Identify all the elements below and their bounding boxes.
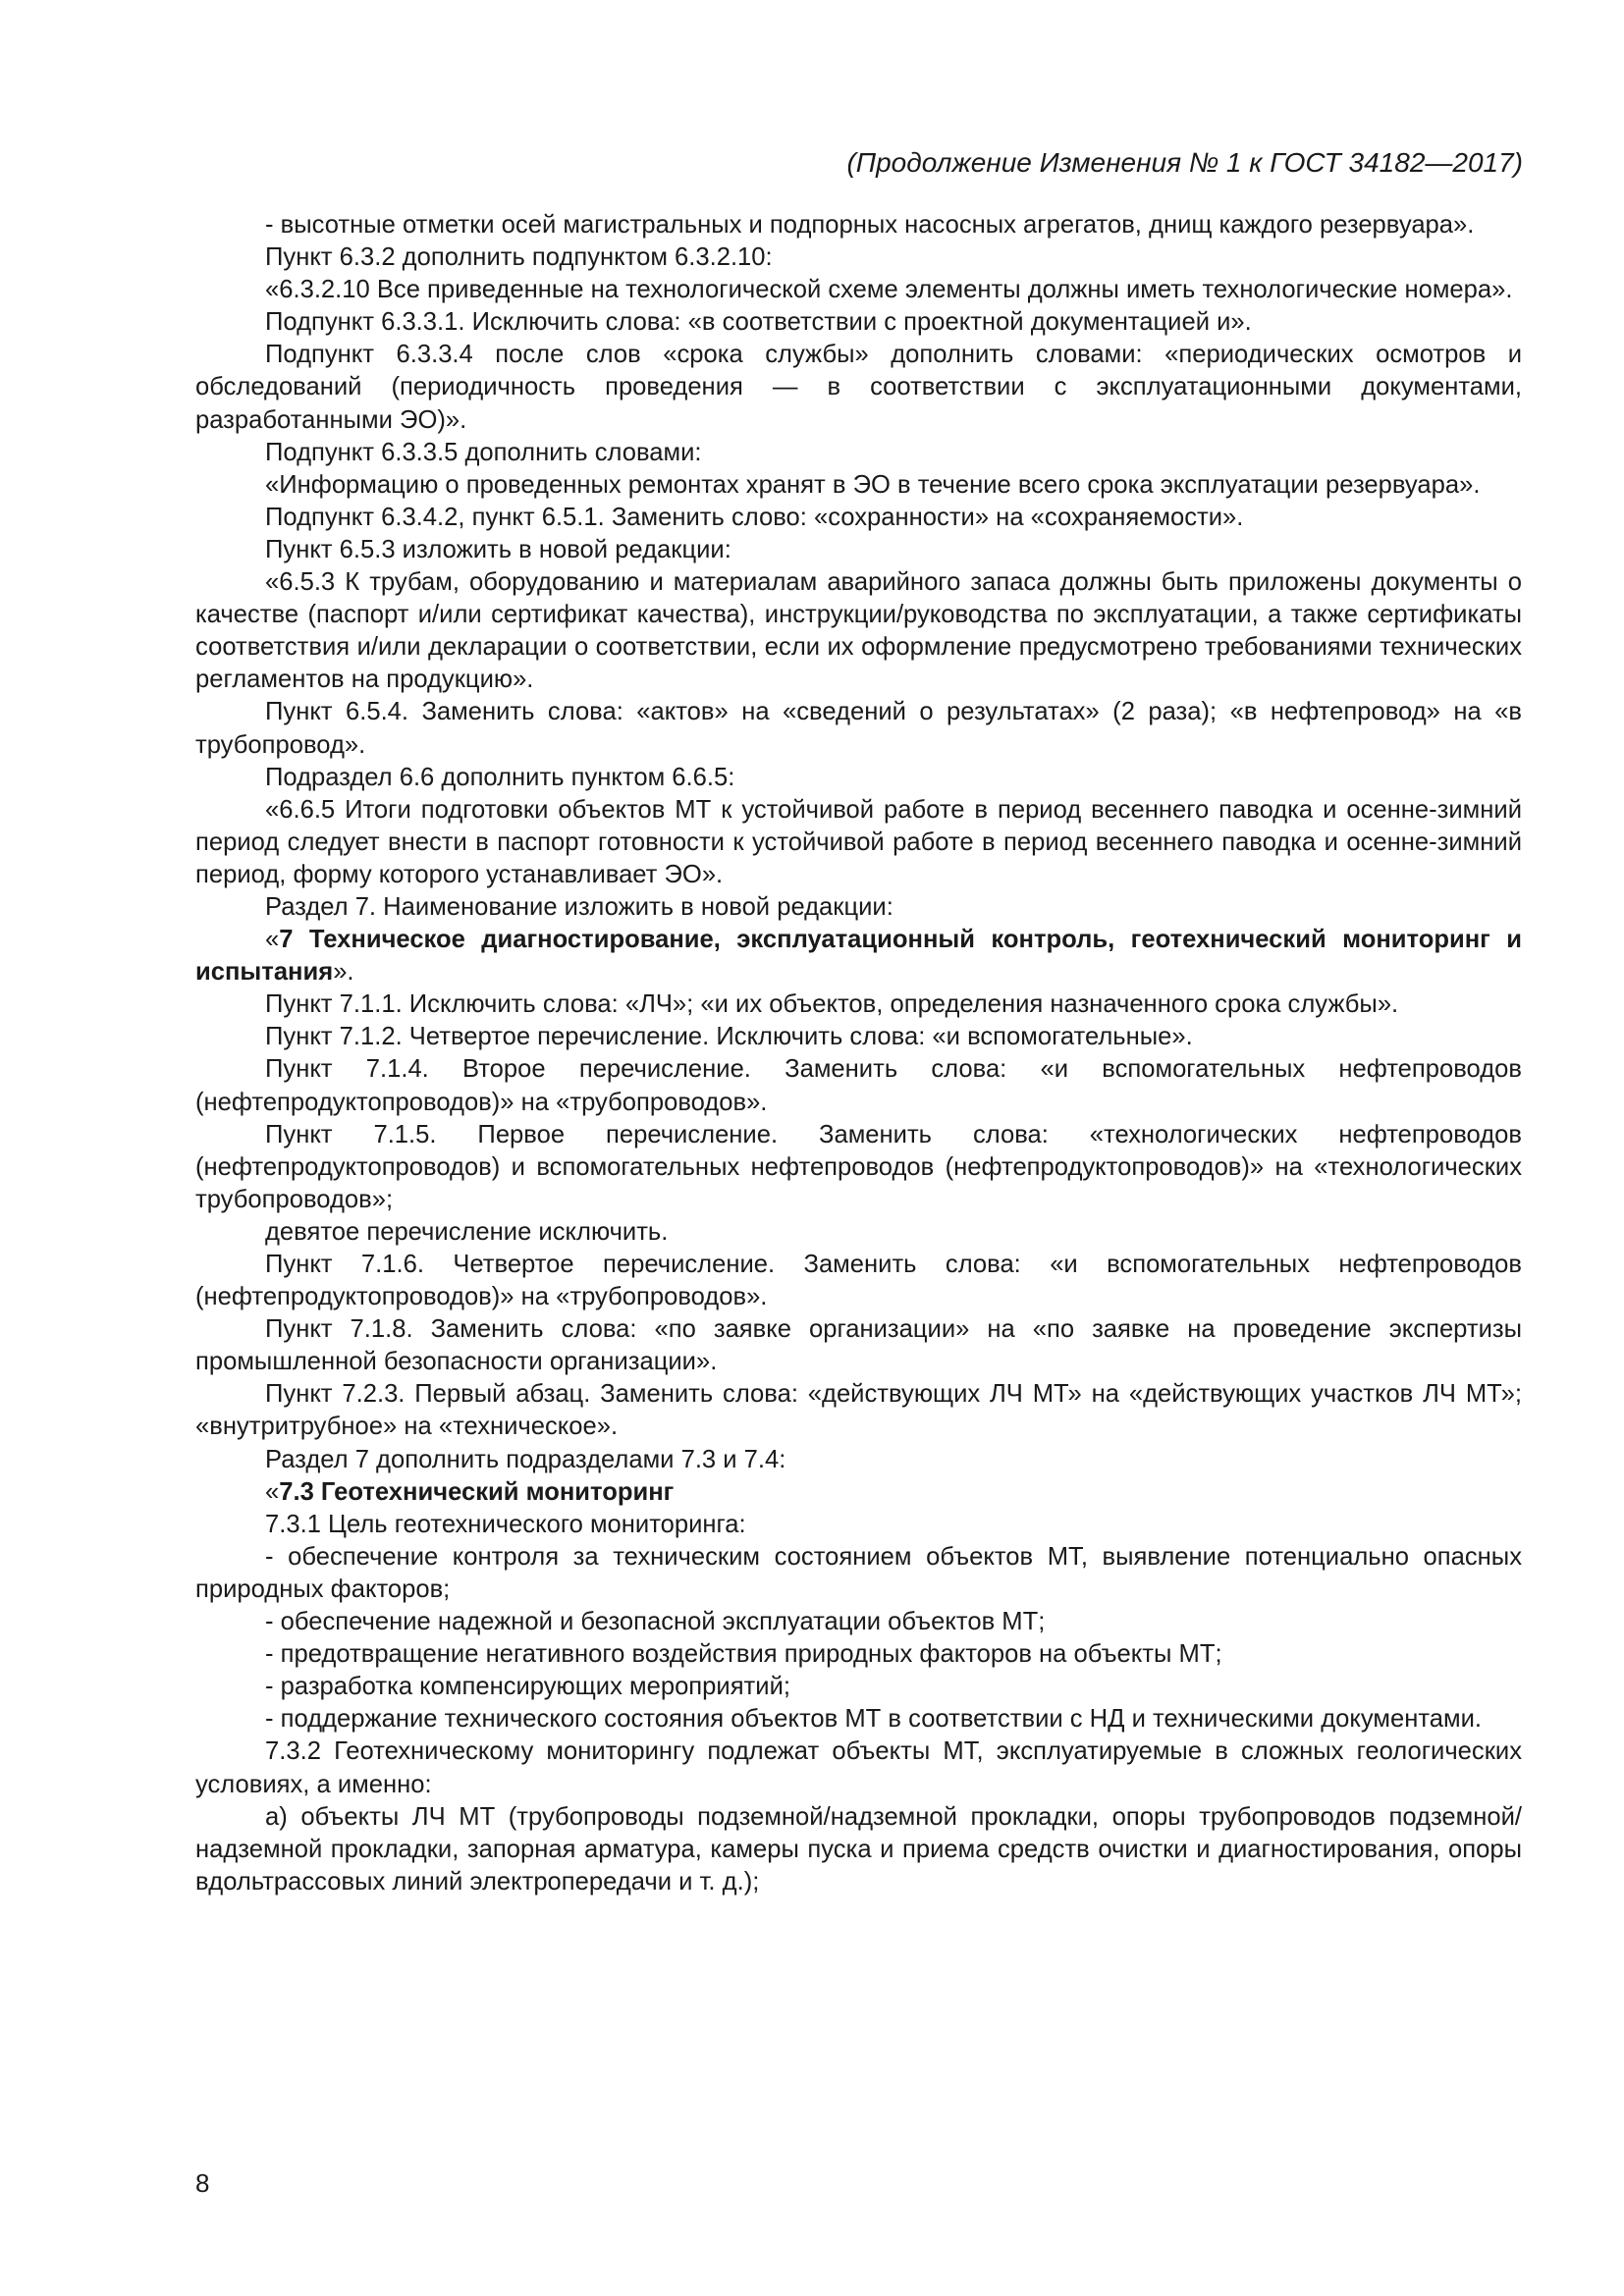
paragraph: Пункт 6.5.3 изложить в новой редакции:: [265, 535, 731, 563]
paragraph: Пункт 7.2.3. Первый абзац. Заменить слова: «действующих ЛЧ МТ» на «действующих участков ЛЧ МТ»; «внутритрубное» на «техническое».: [195, 1380, 1522, 1441]
section-7-title-bold: 7 Техническое диагностирование, эксплуатационный контроль, геотехнический мониторинг и испытания: [195, 926, 1522, 987]
paragraph: Подраздел 6.6 дополнить пунктом 6.6.5:: [265, 763, 735, 791]
paragraph: «6.3.2.10 Все приведенные на технологической схеме элементы должны иметь технологические номера».: [265, 276, 1513, 304]
open-quote: «: [265, 926, 280, 954]
list-item: а) объекты ЛЧ МТ (трубопроводы подземной/надземной прокладки, опоры трубопроводов подземной/надземной прокладки, запорная арматура, камеры пуска и приема средств очистки и диагностирования, опоры вдольтрассовых линий электропередачи и т. д.);: [195, 1802, 1522, 1896]
paragraph: Пункт 7.1.5. Первое перечисление. Заменить слова: «технологических нефтепроводов (нефтепродуктопроводов) и вспомогательных нефтепроводов (нефтепродуктопроводов)» на «технологических трубопроводов»;: [195, 1120, 1522, 1213]
list-item: - обеспечение контроля за техническим состоянием объектов МТ, выявление потенциально опасных природных факторов;: [195, 1542, 1522, 1603]
paragraph: Раздел 7 дополнить подразделами 7.3 и 7.4:: [265, 1445, 786, 1473]
paragraph: 7.3.2 Геотехническому мониторингу подлежат объекты МТ, эксплуатируемые в сложных геологических условиях, а именно:: [195, 1737, 1522, 1798]
document-body: [195, 209, 1522, 1898]
paragraph: «6.5.3 К трубам, оборудованию и материалам аварийного запаса должны быть приложены документы о качестве (паспорт и/или сертификат качества), инструкции/руководства по эксплуатации, а также сертификаты соответствия и/или декларации о соответствии, если их оформление предусмотрено требованиями технических регламентов на продукцию».: [195, 568, 1522, 694]
paragraph: Пункт 6.5.4. Заменить слова: «актов» на «сведений о результатах» (2 раза); «в нефтепровод» на «в трубопровод».: [195, 698, 1522, 759]
list-item: - поддержание технического состояния объектов МТ в соответствии с НД и техническими документами.: [265, 1705, 1483, 1734]
paragraph: Раздел 7. Наименование изложить в новой редакции:: [265, 892, 893, 921]
list-item: - предотвращение негативного воздействия природных факторов на объекты МТ;: [265, 1640, 1222, 1669]
list-item: - обеспечение надежной и безопасной эксплуатации объектов МТ;: [265, 1608, 1046, 1636]
paragraph: Подпункт 6.3.3.5 дополнить словами:: [265, 438, 702, 466]
paragraph: Подпункт 6.3.3.4 после слов «срока службы» дополнить словами: «периодических осмотров и обследований (периодичность проведения — в соответствии с эксплуатационными документами, разработанными ЭО)».: [195, 341, 1522, 434]
paragraph: Пункт 7.1.2. Четвертое перечисление. Исключить слова: «и вспомогательные».: [265, 1023, 1193, 1051]
paragraph: - высотные отметки осей магистральных и подпорных насосных агрегатов, днищ каждого резервуара».: [265, 211, 1475, 239]
running-header: (Продолжение Изменения № 1 к ГОСТ 34182—2017): [846, 147, 1523, 178]
paragraph: Подпункт 6.3.3.1. Исключить слова: «в соответствии с проектной документацией и».: [265, 308, 1252, 337]
paragraph: Подпункт 6.3.4.2, пункт 6.5.1. Заменить слово: «сохранности» на «сохраняемости».: [265, 503, 1244, 531]
paragraph: Пункт 7.1.1. Исключить слова: «ЛЧ»; «и их объектов, определения назначенного срока службы».: [265, 990, 1399, 1019]
paragraph: «6.6.5 Итоги подготовки объектов МТ к устойчивой работе в период весеннего паводка и осенне-зимний период следует внести в паспорт готовности к устойчивой работе в период весеннего паводка и осенне-зимний период, форму которого устанавливает ЭО».: [195, 795, 1522, 888]
section-7-title: [195, 924, 1522, 988]
paragraph: Пункт 6.3.2 дополнить подпунктом 6.3.2.10:: [265, 243, 773, 272]
paragraph: девятое перечисление исключить.: [265, 1217, 669, 1246]
subsection-7-3-title: [195, 1476, 1522, 1509]
paragraph: 7.3.1 Цель геотехнического мониторинга:: [265, 1510, 746, 1538]
page-number: 8: [195, 2168, 210, 2198]
subsection-7-3-title-bold: 7.3 Геотехнический мониторинг: [279, 1477, 675, 1506]
close-quote: ».: [333, 958, 354, 987]
paragraph: «Информацию о проведенных ремонтах хранят в ЭО в течение всего срока эксплуатации резервуара».: [265, 470, 1481, 499]
list-item: - разработка компенсирующих мероприятий;: [265, 1673, 790, 1701]
paragraph: Пункт 7.1.6. Четвертое перечисление. Заменить слова: «и вспомогательных нефтепроводов (нефтепродуктопроводов)» на «трубопроводов».: [195, 1251, 1522, 1311]
open-quote: «: [265, 1477, 280, 1506]
paragraph: Пункт 7.1.8. Заменить слова: «по заявке организации» на «по заявке на проведение экспертизы промышленной безопасности организации».: [195, 1315, 1522, 1376]
paragraph: Пункт 7.1.4. Второе перечисление. Заменить слова: «и вспомогательных нефтепроводов (нефтепродуктопроводов)» на «трубопроводов».: [195, 1055, 1522, 1116]
